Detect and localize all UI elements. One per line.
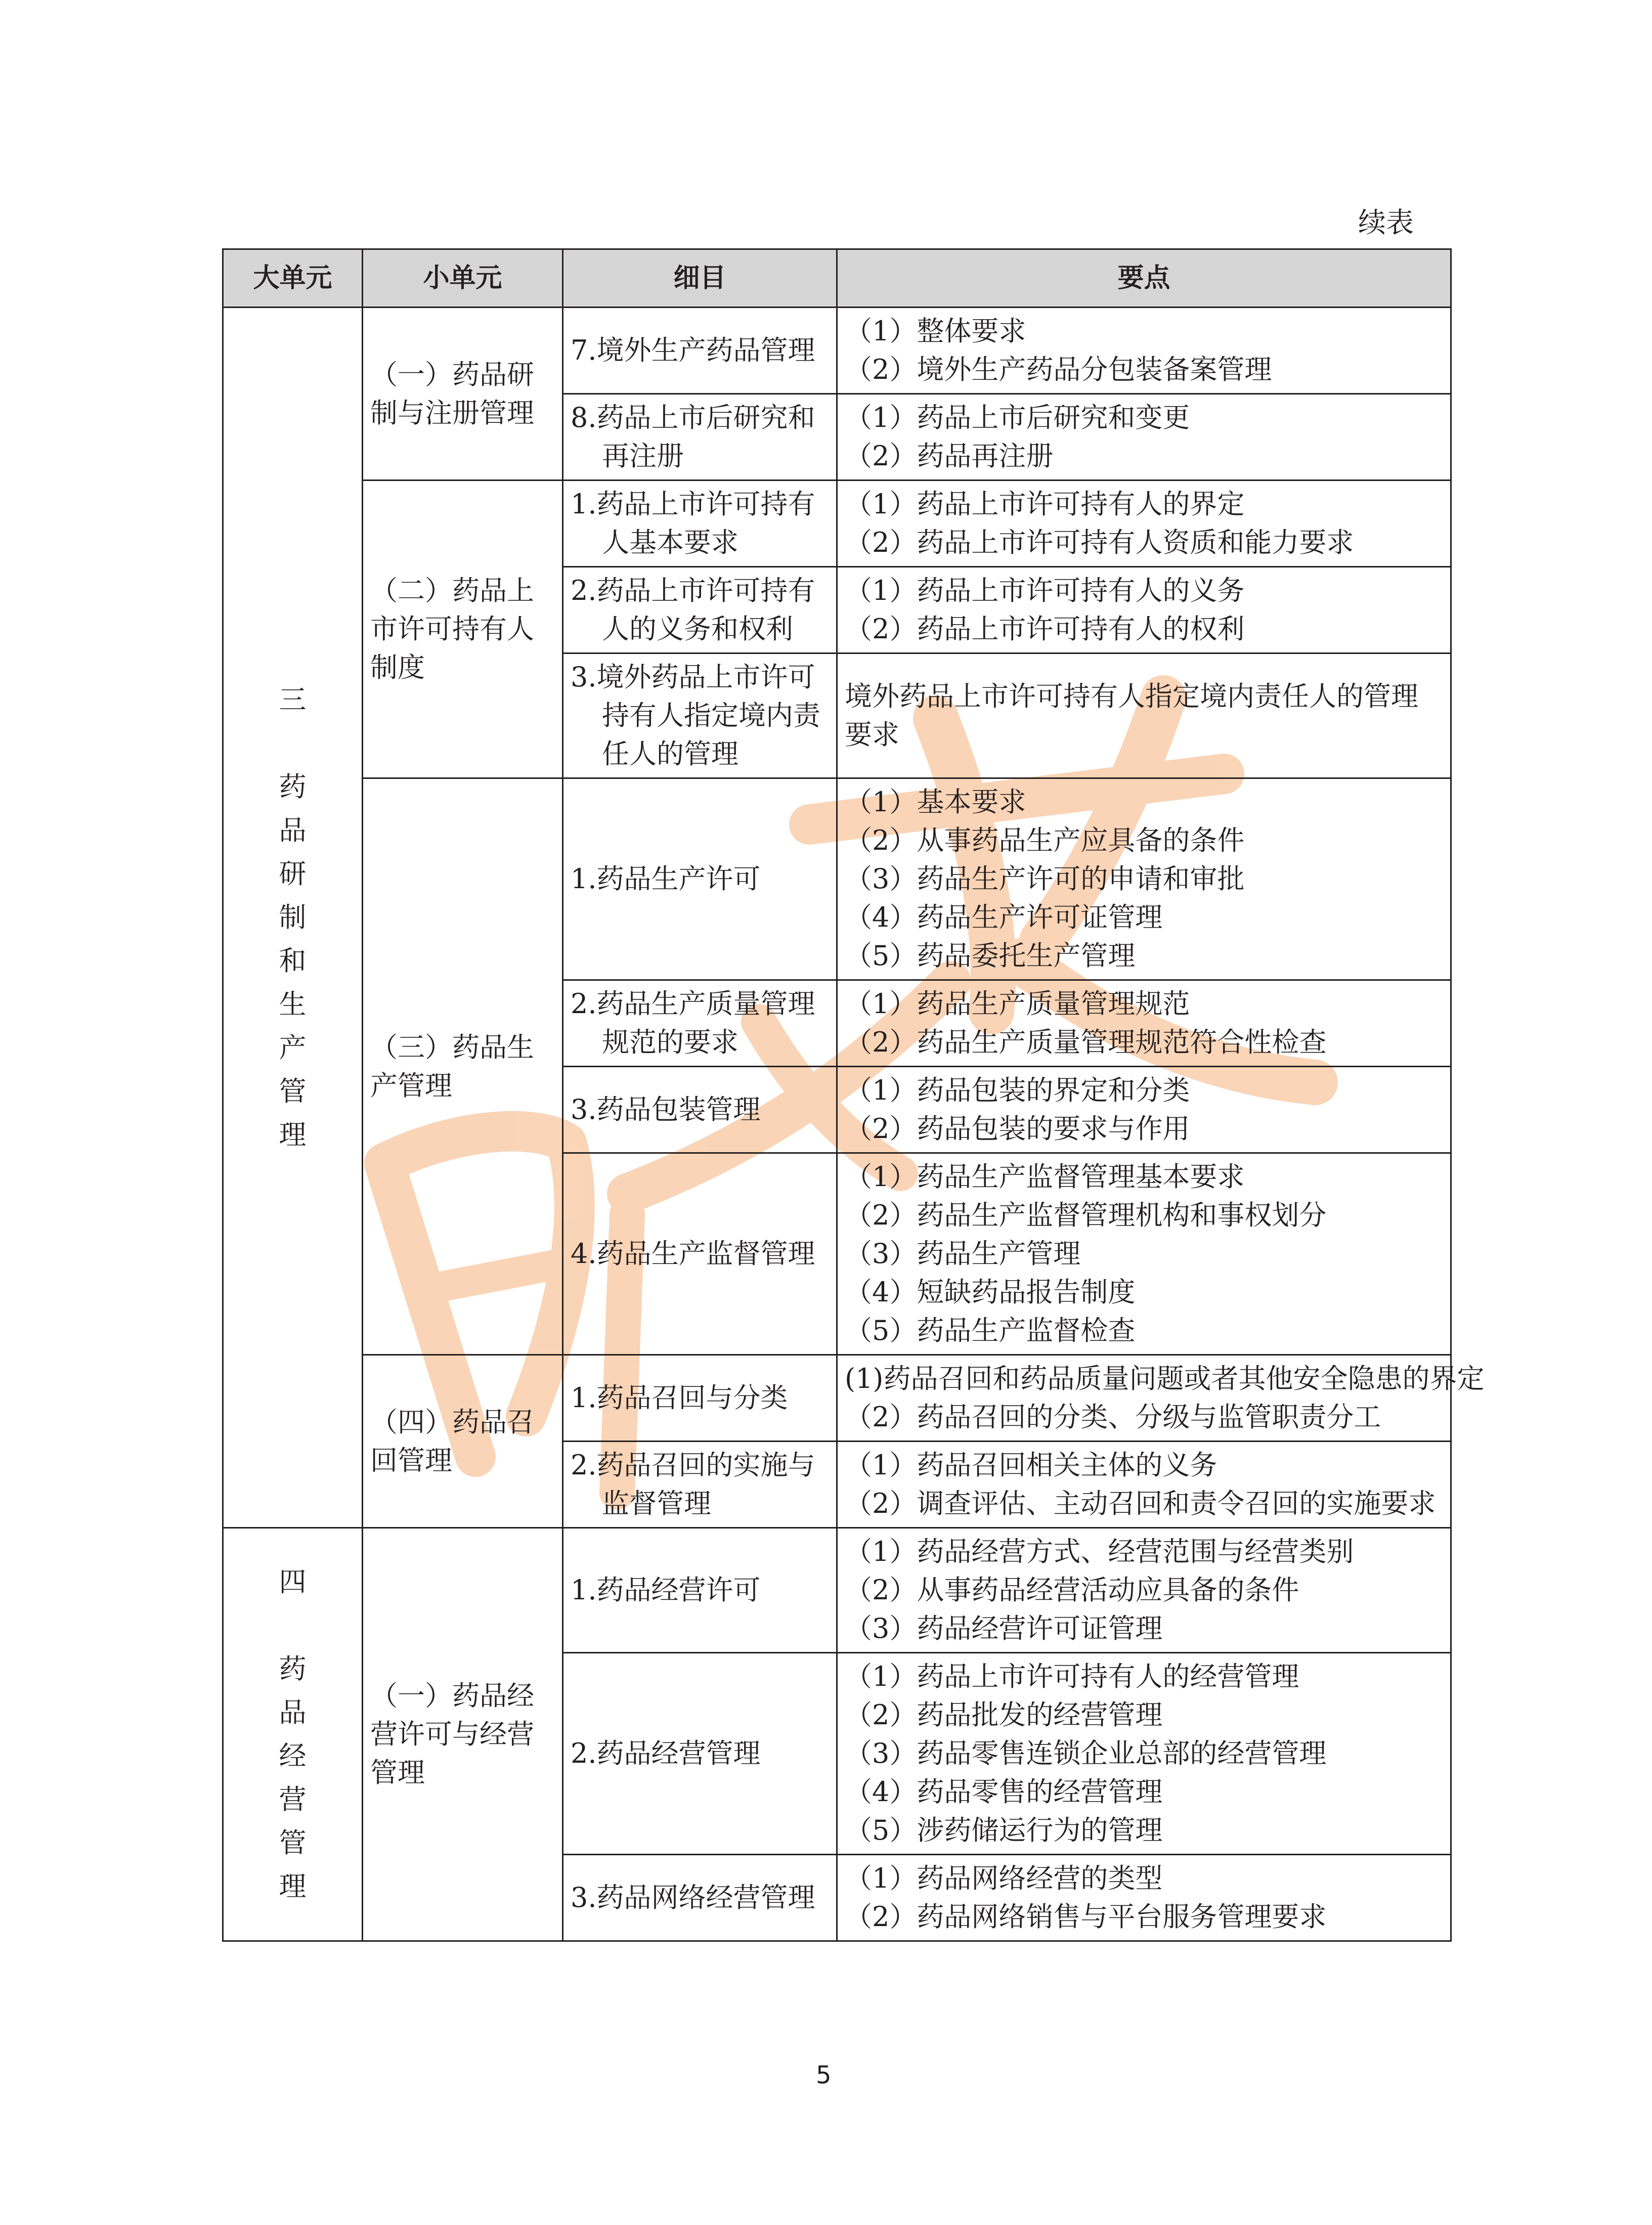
major-unit-char: 生 [279,988,307,1020]
point-line: （4）药品生产许可证管理 [845,901,1163,933]
item-title: 2.药品上市许可持有人的义务和权利 [571,575,815,645]
point-line: （5）涉药储运行为的管理 [845,1814,1163,1846]
page-number: 5 [816,2061,832,2089]
major-unit-char: 经 [279,1740,307,1772]
point-line: （1）药品生产监督管理基本要求 [845,1161,1245,1193]
item-title: 4.药品生产监督管理 [571,1238,815,1270]
point-line: （2）药品批发的经营管理 [845,1699,1163,1731]
item-cell [563,980,837,1067]
point-line: （2）药品网络销售与平台服务管理要求 [845,1901,1327,1933]
point-line: （1）药品生产质量管理规范 [845,988,1190,1020]
point-line: （3）药品经营许可证管理 [845,1612,1163,1644]
sub-unit-cell: （四）药品召回管理 [363,1355,563,1528]
major-unit-char: 管 [279,1075,307,1107]
major-unit-char: 药 [279,771,307,803]
item-title: 2.药品生产质量管理规范的要求 [571,988,815,1058]
header-cell: 要点 [837,249,1451,308]
points-cell [837,1653,1451,1855]
major-unit-cell [223,308,363,1528]
points-cell [837,394,1451,481]
point-line: （4）药品零售的经营管理 [845,1776,1163,1808]
item-cell [563,778,837,980]
point-line: （2）药品包装的要求与作用 [845,1113,1190,1145]
spacer [231,1604,355,1647]
header-cell: 小单元 [363,249,563,308]
table-row [223,1355,1451,1442]
points-cell [837,778,1451,980]
major-unit-char: 理 [279,1119,307,1151]
item-cell [563,1355,837,1442]
point-line: (1)药品召回和药品质量问题或者其他安全隐患的界定 [845,1363,1485,1394]
point-line: （1）药品经营方式、经营范围与经营类别 [845,1536,1354,1567]
item-cell [563,308,837,394]
item-title: 1.药品召回与分类 [571,1382,788,1414]
points-cell [837,1355,1485,1442]
item-cell [563,1528,837,1653]
header-cell: 大单元 [223,249,363,308]
point-line: （5）药品委托生产管理 [845,940,1136,972]
item-title: 1.药品经营许可 [571,1574,761,1606]
sub-unit-cell: （一）药品研制与注册管理 [363,308,563,481]
major-unit-cell [223,1528,363,1941]
point-line: （1）药品上市许可持有人的界定 [845,488,1245,520]
major-unit-char: 理 [279,1870,307,1902]
points-cell [837,653,1451,778]
major-unit-number: 三 [279,684,307,716]
major-unit-char: 制 [279,901,307,933]
points-cell [837,1442,1451,1528]
item-title: 1.药品生产许可 [571,863,761,895]
point-line: （2）药品生产质量管理规范符合性检查 [845,1026,1327,1058]
major-unit-char: 品 [279,814,307,846]
major-unit-char: 管 [279,1827,307,1859]
table-row [223,481,1451,567]
point-line: （2）药品上市许可持有人的权利 [845,613,1245,645]
points-cell [837,1153,1451,1355]
points-cell [837,980,1451,1067]
item-cell [563,1442,837,1528]
item-title: 2.药品召回的实施与监督管理 [571,1449,815,1519]
item-cell [563,1653,837,1855]
syllabus-table [222,248,1485,1942]
table-row [223,308,1451,394]
item-title: 1.药品上市许可持有人基本要求 [571,488,815,558]
point-line: 境外药品上市许可持有人指定境内责任人的管理要求 [845,680,1418,751]
points-cell [837,1067,1451,1153]
sub-unit-cell: （三）药品生产管理 [363,778,563,1355]
point-line: （1）药品上市许可持有人的经营管理 [845,1661,1299,1692]
item-title: 3.境外药品上市许可持有人指定境内责任人的管理 [571,661,820,770]
point-line: （1）药品包装的界定和分类 [845,1074,1190,1106]
table-row [223,778,1451,980]
header-row [223,249,1451,308]
major-unit-char: 研 [279,858,307,890]
item-cell [563,1153,837,1355]
point-line: （4）短缺药品报告制度 [845,1276,1136,1308]
major-unit-char: 产 [279,1032,307,1064]
point-line: （2）药品上市许可持有人资质和能力要求 [845,527,1354,558]
point-line: （1）药品上市许可持有人的义务 [845,575,1245,606]
header-cell: 细目 [563,249,837,308]
item-cell [563,481,837,567]
point-line: （2）从事药品生产应具备的条件 [845,824,1245,856]
item-title: 3.药品网络经营管理 [571,1882,815,1913]
point-line: （2）药品召回的分类、分级与监管职责分工 [845,1401,1381,1433]
table-row [223,1528,1451,1653]
point-line: （1）整体要求 [845,315,1026,347]
point-line: （1）药品网络经营的类型 [845,1862,1163,1894]
points-cell [837,567,1451,653]
item-title: 8.药品上市后研究和再注册 [571,402,815,472]
point-line: （2）境外生产药品分包装备案管理 [845,354,1272,385]
sub-unit-cell: （一）药品经营许可与经营管理 [363,1528,563,1941]
sub-unit-cell: （二）药品上市许可持有人制度 [363,481,563,778]
point-line: （3）药品生产管理 [845,1238,1081,1270]
major-unit-char: 营 [279,1783,307,1815]
point-line: （2）从事药品经营活动应具备的条件 [845,1574,1299,1606]
point-line: （2）调查评估、主动召回和责令召回的实施要求 [845,1488,1436,1519]
points-cell [837,481,1451,567]
item-title: 2.药品经营管理 [571,1737,761,1769]
item-cell [563,394,837,481]
point-line: （2）药品生产监督管理机构和事权划分 [845,1199,1327,1231]
item-cell [563,1067,837,1153]
points-cell [837,308,1451,394]
point-line: （5）药品生产监督检查 [845,1315,1136,1346]
points-cell [837,1855,1451,1941]
major-unit-char: 品 [279,1696,307,1728]
point-line: （1）药品上市后研究和变更 [845,402,1190,433]
item-cell [563,653,837,778]
major-unit-char: 和 [279,945,307,977]
point-line: （1）基本要求 [845,786,1026,818]
major-unit-char: 药 [279,1653,307,1685]
item-title: 7.境外生产药品管理 [571,334,815,366]
item-cell [563,1855,837,1941]
point-line: （3）药品生产许可的申请和审批 [845,863,1245,895]
points-cell [837,1528,1451,1653]
major-unit-number: 四 [279,1566,307,1598]
point-line: （1）药品召回相关主体的义务 [845,1449,1218,1481]
continued-label: 续表 [1358,206,1414,239]
point-line: （3）药品零售连锁企业总部的经营管理 [845,1737,1327,1769]
item-title: 3.药品包装管理 [571,1094,761,1125]
point-line: （2）药品再注册 [845,440,1054,472]
spacer [231,722,355,765]
item-cell [563,567,837,653]
